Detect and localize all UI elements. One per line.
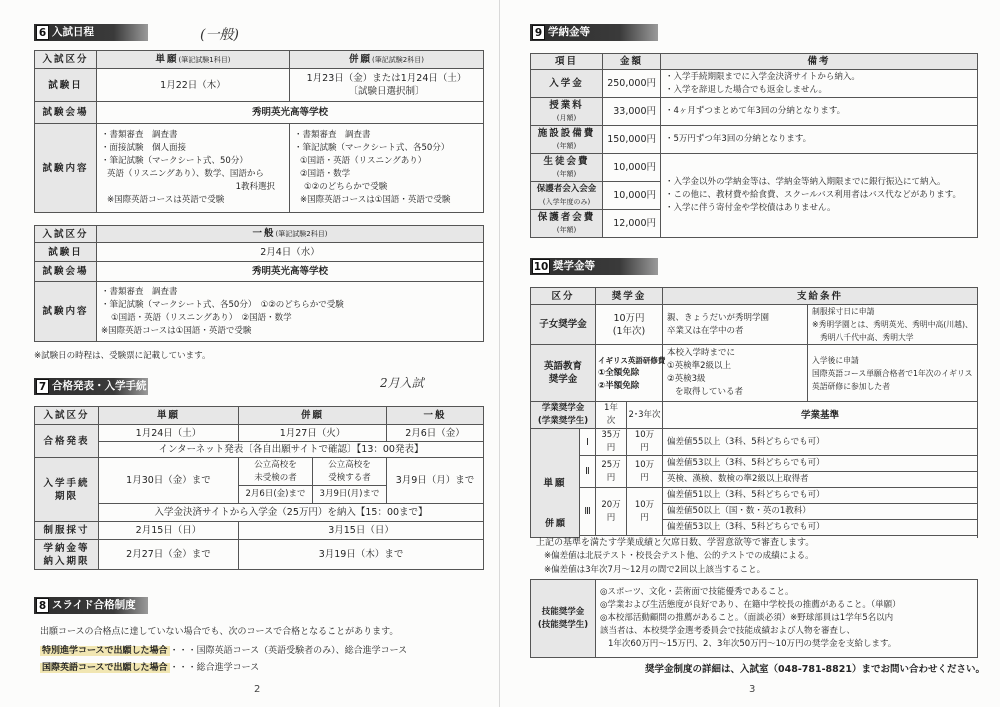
tier-y1: 35万円	[596, 429, 627, 456]
label-line: 技能奨学金	[541, 606, 585, 617]
handwritten-note: 2月入試	[380, 376, 424, 390]
label-line: 奨学金	[548, 374, 578, 385]
tangan-label: 単願	[531, 429, 580, 538]
merit-label	[531, 402, 596, 429]
ippan-content	[97, 282, 484, 342]
th-heigan	[290, 51, 484, 69]
th-ippan-label: 一般	[252, 228, 276, 239]
right-page	[500, 0, 1000, 707]
label-line: 納入期限	[43, 555, 90, 567]
th-scholarship: 奨学金	[596, 288, 663, 305]
uniform-other: 3月15日（日）	[239, 522, 484, 540]
label-line: 公立高校を	[254, 459, 297, 470]
proc-heigan-b-date: 3月9日(月)まで	[313, 486, 387, 504]
section-number: 10	[533, 261, 549, 273]
cond-line: ②英検3級	[667, 374, 706, 384]
exam-schedule-table	[34, 50, 484, 213]
amount-line: (1年次)	[612, 325, 646, 337]
fee-amount: 12,000円	[603, 210, 661, 238]
content-line: ・面接試験 個人面接	[101, 143, 187, 153]
remark-line: ・入学金以外の学納金等は、学納金等納入期限までに銀行振込にて納入。	[665, 177, 946, 187]
fee-item-sub: (年額)	[556, 169, 577, 178]
th-tangan-sub: (筆記試験1科目)	[178, 55, 231, 64]
section-7-header	[34, 378, 148, 395]
tier-crit: 偏差値50以上（国・数・英の1教科）	[663, 504, 978, 520]
heigan-date-line: 1月23日（金）または1月24日（土）	[306, 73, 467, 84]
slide-highlight: 国際英語コースで出願した場合	[42, 663, 168, 673]
amount-line: ①全額免除	[598, 367, 640, 378]
section-title: 学納金等	[548, 26, 590, 38]
eng-cond	[663, 345, 808, 402]
section-title: 奨学金等	[553, 260, 595, 272]
fee-remark	[661, 154, 978, 238]
scholarship-note: ※偏差値は3年次7月〜12月の間で2回以上該当すること。	[544, 565, 766, 575]
row-label-fee	[35, 540, 99, 570]
fee-amount: 10,000円	[603, 154, 661, 182]
tier-rank: Ⅱ	[580, 456, 596, 488]
th-label: 入試区分	[35, 51, 97, 69]
content-line: ※国際英語コースは①国語・英語で受験	[300, 195, 451, 205]
cond-line: ※秀明学園とは、秀明英光、秀明中高(川越)、	[812, 320, 973, 329]
label-line: 期限	[54, 490, 78, 502]
eng-label	[531, 345, 596, 402]
cond-line: 秀明八千代中高、秀明大学	[820, 333, 914, 342]
content-line: 英語（リスニングあり）、数学、国語から	[107, 169, 264, 179]
general-exam-table	[34, 225, 484, 342]
fee-tangan: 2月27日（金）まで	[99, 540, 239, 570]
th-heigan-label: 併願	[349, 53, 373, 65]
fee-remark: ・5万円ずつ年3回の分納となります。	[661, 126, 978, 154]
skill-label	[531, 580, 596, 658]
skill-line: 該当者は、本校奨学金選考委員会で技能成績および人物を審査し、	[600, 626, 856, 636]
th-amount: 金額	[603, 54, 661, 70]
fee-amount: 33,000円	[603, 98, 661, 126]
remark-line: ・入学を辞退した場合でも返金しません。	[665, 84, 828, 95]
content-line: ※国際英語コースは英語で受験	[107, 195, 225, 205]
fee-other: 3月19日（木）まで	[239, 540, 484, 570]
scholarship-note: 上記の基準を満たす学業成績と欠席日数、学習意欲等で審査します。	[536, 538, 815, 548]
label-line: 未受検の者	[254, 472, 297, 483]
fee-item-label: 生徒会費	[543, 155, 590, 167]
th-ippan: 一般	[387, 407, 484, 425]
label-line: (学業奨学生)	[537, 416, 589, 426]
content-line: ・書類審査 調査書	[101, 286, 178, 297]
fee-amount: 10,000円	[603, 182, 661, 210]
section-title: 入試日程	[52, 26, 94, 38]
fees-table	[530, 53, 978, 238]
page-number: 2	[254, 684, 261, 695]
th-ippan	[97, 226, 484, 243]
child-label: 子女奨学金	[531, 305, 596, 345]
content-line: ・書類審査 調査書	[294, 130, 371, 140]
skill-line: ◎スポーツ、文化・芸術面で技能優秀であること。	[600, 587, 794, 597]
ippan-date: 2月4日（水）	[97, 243, 484, 262]
section-number: 6	[36, 25, 49, 40]
contact-info: 奨学金制度の詳細は、入試室（048-781-8821）までお問い合わせください。	[645, 664, 985, 675]
skill-content	[596, 580, 978, 658]
fee-item-sub: (月額)	[556, 113, 577, 122]
fee-item	[531, 98, 603, 126]
handwritten-note: (一般)	[200, 27, 239, 43]
th-tangan: 単願	[99, 407, 239, 425]
content-line: ※国際英語コースは①国語・英語で受験	[101, 325, 252, 336]
merit-col-y23: 2･3年次	[627, 402, 663, 429]
content-line: ①国語・英語（リスニングあり） ②国語・数学	[111, 312, 292, 323]
fee-item	[531, 154, 603, 182]
slide-text: ・・・国際英語コース（英語受験者のみ）、総合進学コース	[169, 646, 408, 656]
row-label-uniform: 制服採寸	[35, 522, 99, 540]
tier-y23: 10万円	[627, 488, 663, 536]
cond-line: ①英検準2級以上	[667, 361, 732, 371]
slide-item	[40, 660, 259, 673]
uniform-tangan: 2月15日（日）	[99, 522, 239, 540]
content-line: ・筆記試験（マークシート式、各50分）	[294, 143, 450, 153]
amount-line: イギリス英語研修費	[598, 355, 666, 365]
announce-heigan: 1月27日（火）	[239, 425, 387, 442]
th-ippan-sub: (筆記試験2科目)	[275, 230, 328, 238]
content-line: 1教科選択	[235, 182, 275, 192]
amount-line: ②半額免除	[598, 380, 640, 391]
row-label-date: 試験日	[35, 69, 97, 102]
label-line: 学納金等	[43, 542, 90, 554]
heigan-label: 併願	[544, 519, 567, 529]
fee-item-label: 施設設備費	[537, 127, 596, 139]
row-label-content: 試験内容	[35, 282, 97, 342]
th-heigan: 併願	[239, 407, 387, 425]
fee-item-sub: (年額)	[556, 141, 577, 150]
skill-line: 1年次60万円〜15万円、2、3年次50万円〜10万円の奨学金を支給します。	[608, 639, 897, 649]
proc-tangan: 1月30日（金）まで	[99, 458, 239, 504]
th-tangan-label: 単願	[155, 53, 179, 65]
th-label: 入試区分	[35, 226, 97, 243]
th-heigan-sub: (筆記試験2科目)	[372, 55, 424, 64]
label-line: 公立高校を	[328, 459, 371, 470]
row-label-venue: 試験会場	[35, 102, 97, 124]
tangan-content	[97, 124, 290, 213]
scholarship-note: ※偏差値は北辰テスト・校長会テスト他、公的テストでの成績による。	[544, 551, 814, 561]
label-line: (技能奨学生)	[537, 619, 589, 630]
fee-item-sub: (入学年度のみ)	[542, 197, 591, 206]
announce-tangan: 1月24日（土）	[99, 425, 239, 442]
page-number: 3	[749, 684, 756, 695]
section-9-header	[530, 24, 658, 41]
fee-item-label: 保護者会入会金	[536, 183, 597, 194]
fee-amount: 250,000円	[603, 70, 661, 98]
announcement-table	[34, 406, 484, 570]
slide-highlight: 特別進学コースで出願した場合	[42, 646, 168, 656]
content-line: ①②のどちらかで受験	[304, 182, 388, 192]
th-conditions: 支給条件	[663, 288, 978, 305]
amount-line: 10万円	[613, 312, 645, 324]
proc-heigan-b	[313, 458, 387, 486]
fee-item-label: 保護者会費	[537, 211, 596, 223]
cond-line: を取得している者	[675, 387, 744, 397]
label-line: 受検する者	[328, 472, 371, 483]
tier-y1: 20万円	[596, 488, 627, 536]
tier-crit: 偏差値53以上（3科、5科どちらでも可）	[663, 520, 978, 536]
content-line: ・筆記試験（マークシート式、50分）	[101, 156, 248, 166]
content-line: ②国語・数学	[300, 169, 351, 179]
child-cond	[663, 305, 808, 345]
slide-intro: 出願コースの合格点に達していない場合でも、次のコースで合格となることがあります。	[40, 627, 399, 637]
fee-remark	[661, 70, 978, 98]
fee-item	[531, 182, 603, 210]
fee-item: 入学金	[531, 70, 603, 98]
cond-line: 英語研修に参加した者	[812, 381, 890, 391]
content-line: ①国語・英語（リスニングあり）	[300, 156, 427, 166]
eng-amount	[596, 345, 666, 402]
th-category: 区分	[531, 288, 596, 305]
skill-line: ◎本校部活動顧問の推薦があること。（面談必須）※野球部員は1学年5名以内	[600, 613, 894, 623]
venue: 秀明英光高等学校	[97, 102, 484, 124]
proc-heigan-a	[239, 458, 313, 486]
eng-cond2	[808, 345, 978, 402]
tier-crit: 偏差値51以上（3科、5科どちらでも可）	[663, 488, 978, 504]
row-label-content: 試験内容	[35, 124, 97, 213]
th-tangan	[97, 51, 290, 69]
skill-line: ◎学業および生活態度が良好であり、在籍中学校長の推薦があること。（単願）	[600, 600, 901, 610]
tier-crit: 偏差値55以上（3科、5科どちらでも可）	[663, 429, 978, 456]
row-label-venue: 試験会場	[35, 262, 97, 282]
announce-ippan: 2月6日（金）	[387, 425, 484, 442]
tier-crit: 偏差値53以上（3科、5科どちらでも可）	[663, 456, 978, 472]
content-line: ・筆記試験（マークシート式、各50分） ①②のどちらかで受験	[101, 299, 344, 310]
heigan-content	[290, 124, 484, 213]
row-label-announce: 合格発表	[35, 425, 99, 458]
fee-item-sub: (年額)	[556, 225, 577, 234]
fee-item	[531, 126, 603, 154]
internet-announce: インターネット発表〔各自出願サイトで確認〕【13：00発表】	[99, 442, 484, 458]
section-number: 9	[532, 25, 545, 40]
cond-line: 本校入学時までに	[667, 348, 736, 358]
slide-item	[40, 643, 407, 656]
child-amount	[596, 305, 663, 345]
fee-item-label: 授業料	[549, 99, 584, 111]
cond-line: 親、きょうだいが秀明学園	[667, 312, 770, 323]
th-item: 項目	[531, 54, 603, 70]
merit-col-criteria: 学業基準	[663, 402, 978, 429]
th-label: 入試区分	[35, 407, 99, 425]
tangan-date: 1月22日（木）	[97, 69, 290, 102]
scholarship-table	[530, 287, 978, 538]
proc-ippan: 3月9日（月）まで	[387, 458, 484, 504]
ippan-venue: 秀明英光高等学校	[97, 262, 484, 282]
fee-amount: 150,000円	[603, 126, 661, 154]
tier-rank: Ⅰ	[580, 429, 596, 456]
section-title: スライド合格制度	[52, 599, 136, 611]
label-line: 学業奨学金	[541, 403, 585, 413]
label-line: 英語教育	[544, 361, 583, 372]
tier-rank: Ⅲ	[580, 488, 596, 536]
remark-line: ・入学手続期限までに入学金決済サイトから納入。	[665, 71, 860, 82]
skill-table	[530, 579, 978, 658]
payment-note: 入学金決済サイトから入学金（25万円）を納入【15：00まで】	[99, 504, 484, 522]
heigan-date	[290, 69, 484, 102]
heigan-date-note: 〔試験日選択制〕	[348, 86, 425, 97]
proc-heigan-a-date: 2月6日(金)まで	[239, 486, 313, 504]
exam-time-note: ※試験日の時程は、受験票に記載しています。	[34, 351, 211, 361]
fee-remark: ・4ヶ月ずつまとめて年3回の分納となります。	[661, 98, 978, 126]
cond-line: 卒業又は在学中の者	[667, 325, 744, 336]
row-label-date: 試験日	[35, 243, 97, 262]
tier-y1: 25万円	[596, 456, 627, 488]
slide-text: ・・・総合進学コース	[169, 663, 260, 673]
section-title: 合格発表・入学手続	[52, 380, 147, 392]
child-cond2	[808, 305, 978, 345]
section-10-header	[530, 258, 658, 275]
section-6-header	[34, 24, 148, 41]
remark-line: ・この他に、教材費や給食費、スクールバス利用者はバス代などがあります。	[665, 190, 962, 200]
content-line: ・書類審査 調査書	[101, 130, 178, 140]
section-8-header	[34, 597, 148, 614]
tier-y23: 10万円	[627, 429, 663, 456]
label-line: 入学手続	[43, 477, 90, 489]
cond-line: 制服採寸日に申請	[812, 307, 875, 316]
section-number: 7	[36, 379, 49, 394]
section-number: 8	[36, 598, 49, 613]
cond-line: 国際英語コース単願合格者で1年次のイギリス	[812, 368, 973, 378]
merit-col-y1: 1年次	[596, 402, 627, 429]
remark-line: ・入学に伴う寄付金や学校債はありません。	[665, 203, 836, 213]
tier-crit: 英検、漢検、数検の準2級以上取得者	[663, 472, 978, 488]
tier-y23: 10万円	[627, 456, 663, 488]
fee-item	[531, 210, 603, 238]
row-label-procedure	[35, 458, 99, 522]
th-remarks: 備考	[661, 54, 978, 70]
cond-line: 入学後に申請	[812, 355, 859, 365]
